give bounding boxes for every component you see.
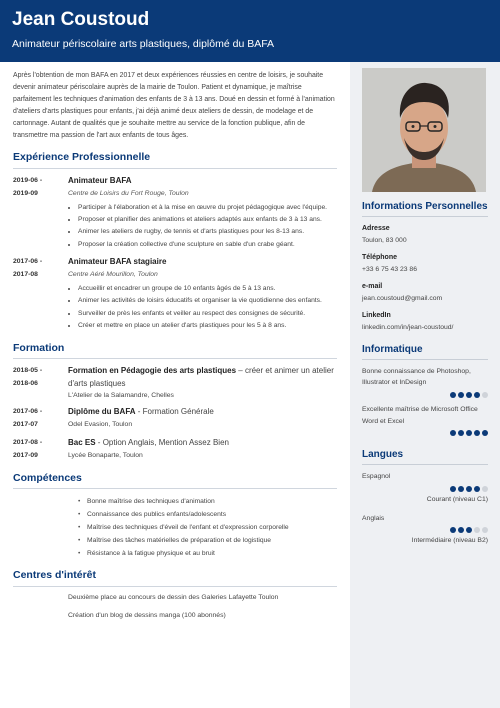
level-dot-filled (466, 527, 472, 533)
job-tasks (68, 202, 337, 252)
profile-summary: Après l'obtention de mon BAFA en 2017 et deux expériences réussies en centre de loisirs, je souhaite devenir animateur périscolaire auprès de la mairie de Toulon. Patient et dynamique, je maîtrise parfaitement les techniques d'animation des enfants de 3 à 13 ans. Doué en dessin et formé à l'animation d'ateliers d'arts plastiques pour enfants, j'ai déjà animé deux ateliers de dessin, de modelage et de cartonnage. Autant de qualités que je souhaite mettre au service de la fonction publique, afin de transmettre ma passion de l'art aux enfants de tous âges. (13, 72, 335, 140)
date-end: 2017-08 (13, 271, 38, 278)
level-dot-empty (474, 527, 480, 533)
level-dot-filled (450, 430, 456, 436)
level-dot-filled (466, 392, 472, 398)
date-start: 2017-06 - (13, 408, 43, 416)
task-item: • Accueillir et encadrer un groupe de 10 enfants âgés de 5 à 13 ans. (78, 283, 337, 295)
it-skill-text: Excellente maîtrise de Microsoft Office Word et Excel (362, 406, 478, 425)
skill-item: • Maîtrise des tâches matérielles de préparation et de logistique (78, 534, 337, 547)
degree-line (68, 406, 337, 419)
entry-dates (13, 175, 68, 251)
level-dot-filled (458, 527, 464, 533)
task-item: • Surveiller de près les enfants et veiller au respect des consignes de sécurité. (78, 308, 337, 320)
level-dot-filled (482, 430, 488, 436)
date-end: 2018-06 (13, 379, 38, 387)
level-dot-empty (482, 486, 488, 492)
level-dot-filled (458, 392, 464, 398)
task-item: • Proposer la création collective d'une sculpture en sable d'un crabe géant. (78, 239, 337, 251)
date-end: 2017-07 (13, 421, 38, 429)
degree-detail: - Formation Générale (135, 407, 214, 417)
task-item: • Animer les ateliers de rugby, de tennis et d'arts plastiques pour les 8-13 ans. (78, 226, 337, 238)
degree-detail: – créer et animer un atelier d'arts plastiques (68, 365, 334, 388)
entry-dates (13, 365, 68, 401)
degree-name: Bac ES (68, 437, 96, 447)
date-end: 2019-09 (13, 189, 38, 197)
level-dot-empty (482, 527, 488, 533)
email-value[interactable]: jean.coustoud@gmail.com (362, 295, 443, 303)
experience-heading: Expérience Professionnelle (13, 150, 337, 168)
degree-name: Formation en Pédagogie des arts plastiques (68, 365, 237, 375)
email-label: e-mail (362, 282, 383, 290)
date-start: 2018-05 - (13, 366, 43, 374)
job-title: Animateur BAFA (68, 175, 132, 185)
it-skill-text: Bonne connaissance de Photoshop, Illustrator et InDesign (362, 367, 471, 387)
degree-name: Diplôme du BAFA (68, 407, 136, 417)
level-dot-filled (466, 430, 472, 436)
skills-list (13, 495, 337, 560)
job-organization: Centre de Loisirs du Fort Rouge, Toulon (68, 189, 189, 197)
candidate-name: Jean Coustoud (12, 9, 150, 30)
level-dot-filled (450, 486, 456, 492)
it-heading: Informatique (362, 343, 488, 360)
date-start: 2017-06 - (13, 258, 43, 266)
task-item: • Créer et mettre en place un atelier d'arts plastiques pour les 5 à 8 ans. (78, 320, 337, 332)
entry-dates (13, 437, 68, 463)
skill-level-dots (362, 392, 488, 398)
linkedin-label: LinkedIn (362, 311, 391, 319)
date-start: 2017-08 - (13, 438, 43, 446)
job-title: Animateur BAFA stagiaire (68, 257, 167, 267)
level-dot-filled (458, 486, 464, 492)
level-dot-filled (474, 430, 480, 436)
address-label: Adresse (362, 225, 390, 232)
language-name: Espagnol (362, 473, 391, 481)
school-name: Lycée Bonaparte, Toulon (68, 451, 143, 459)
level-dot-filled (450, 527, 456, 533)
language-level-dots (362, 527, 488, 533)
language-level-dots (362, 486, 488, 492)
level-dot-filled (466, 486, 472, 492)
skill-item: • Bonne maîtrise des techniques d'animation (78, 495, 337, 508)
education-heading: Formation (13, 341, 337, 359)
languages-heading: Langues (362, 448, 488, 465)
entry-dates (13, 406, 68, 432)
level-dot-filled (474, 486, 480, 492)
degree-detail: - Option Anglais, Mention Assez Bien (95, 437, 229, 447)
level-dot-filled (474, 392, 480, 398)
phone-value: +33 6 75 43 23 86 (362, 266, 417, 274)
date-start: 2019-06 - (13, 176, 43, 184)
sidebar (350, 62, 500, 708)
candidate-title: Animateur périscolaire arts plastiques, diplômé du BAFA (12, 37, 275, 50)
task-item: • Participer à l'élaboration et à la mise en œuvre du projet pédagogique avec l'équipe. (78, 202, 337, 214)
language-level-text: Courant (niveau C1) (426, 495, 488, 503)
job-tasks (68, 283, 337, 333)
experience-entry (13, 256, 337, 332)
task-item: • Proposer et planifier des animations et ateliers adaptés aux enfants de 3 à 13 ans. (78, 214, 337, 226)
main-column (0, 62, 350, 708)
degree-line (68, 365, 337, 391)
interest-item: Deuxième place au concours de dessin des Galeries Lafayette Toulon (68, 593, 279, 601)
school-name: Odel Evasion, Toulon (68, 420, 133, 428)
level-dot-filled (450, 392, 456, 398)
skill-item: • Maîtrise des techniques d'éveil de l'enfant et d'expression corporelle (78, 521, 337, 534)
school-name: L'Atelier de la Salamandre, Chelles (68, 392, 174, 400)
personal-info-heading: Informations Personnelles (362, 200, 488, 217)
education-entry (13, 406, 337, 432)
level-dot-filled (458, 430, 464, 436)
education-entry (13, 365, 337, 401)
language-name: Anglais (362, 514, 385, 522)
interests-list (13, 593, 337, 623)
experience-entry (13, 175, 337, 251)
header (0, 0, 500, 62)
skills-heading: Compétences (13, 471, 337, 489)
portrait-illustration (362, 68, 486, 192)
date-end: 2017-09 (13, 451, 38, 459)
skill-level-dots (362, 430, 488, 436)
profile-photo (362, 68, 486, 192)
address-value: Toulon, 83 000 (362, 237, 407, 245)
linkedin-value[interactable]: linkedin.com/in/jean-coustoud/ (362, 324, 454, 332)
level-dot-empty (482, 392, 488, 398)
skill-item: • Résistance à la fatigue physique et au bruit (78, 547, 337, 560)
education-entry (13, 437, 337, 463)
entry-dates (13, 256, 68, 332)
interests-heading: Centres d'intérêt (13, 568, 337, 586)
phone-label: Téléphone (362, 253, 398, 261)
skill-item: • Connaissance des publics enfants/adolescents (78, 508, 337, 521)
task-item: • Animer les activités de loisirs éducatifs et organiser la vie quotidienne des enfants. (78, 295, 337, 307)
interest-item: Création d'un blog de dessins manga (100 abonnés) (68, 612, 226, 620)
degree-line (68, 437, 337, 450)
job-organization: Centre Aéré Mourillon, Toulon (68, 271, 158, 279)
language-level-text: Intermédiaire (niveau B2) (411, 537, 488, 545)
